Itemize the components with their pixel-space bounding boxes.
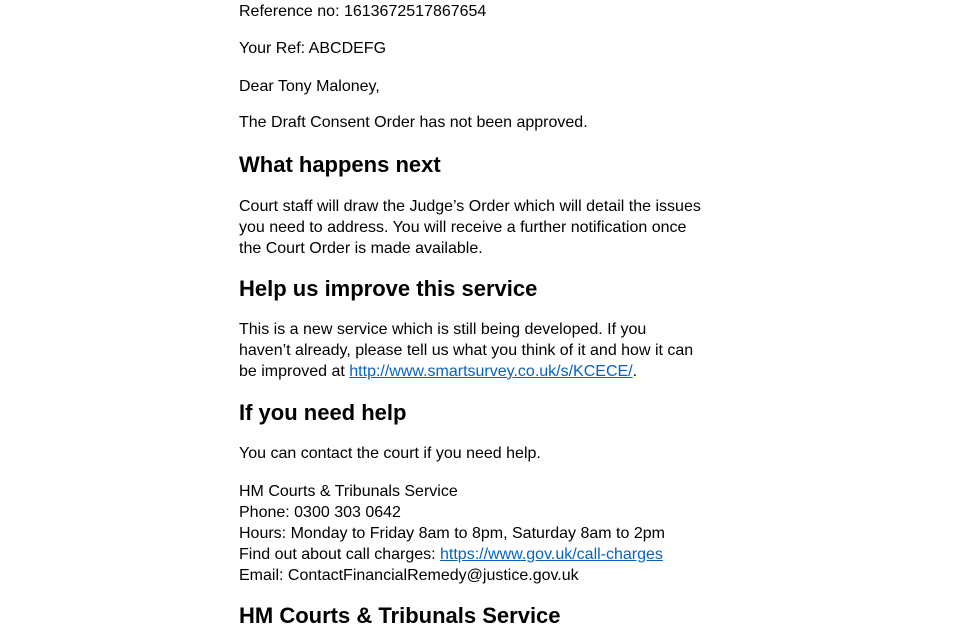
call-charges-prefix: Find out about call charges: xyxy=(239,546,441,563)
what-next-line: you need to address. You will receive a further notification once xyxy=(239,219,687,236)
call-charges-line xyxy=(239,544,665,565)
what-happens-next-text xyxy=(239,196,701,259)
status-message: The Draft Consent Order has not been approved. xyxy=(239,114,588,131)
improve-line3-prefix: be improved at xyxy=(239,363,350,380)
call-charges-link[interactable]: https://www.gov.uk/call-charges xyxy=(440,546,663,563)
what-next-line: Court staff will draw the Judge’s Order which will detail the issues xyxy=(239,198,701,215)
contact-details xyxy=(239,481,665,586)
improve-line: haven’t already, please tell us what you think of it and how it can xyxy=(239,342,694,359)
need-help-intro: You can contact the court if you need help. xyxy=(239,445,541,462)
contact-email: Email: ContactFinancialRemedy@justice.gov.uk xyxy=(239,567,579,584)
improve-line: This is a new service which is still being developed. If you xyxy=(239,321,647,338)
reference-number: Reference no: 1613672517867654 xyxy=(239,3,487,20)
footer-heading: HM Courts & Tribunals Service xyxy=(239,603,561,628)
help-improve-text xyxy=(239,319,693,382)
greeting: Dear Tony Maloney, xyxy=(239,78,380,95)
help-improve-heading: Help us improve this service xyxy=(239,276,538,301)
contact-organisation: HM Courts & Tribunals Service xyxy=(239,483,458,500)
need-help-heading: If you need help xyxy=(239,400,407,425)
survey-link[interactable]: http://www.smartsurvey.co.uk/s/KCECE/ xyxy=(349,363,633,380)
contact-hours: Hours: Monday to Friday 8am to 8pm, Saturday 8am to 2pm xyxy=(239,525,665,542)
what-happens-next-heading: What happens next xyxy=(239,152,441,177)
improve-line-with-link xyxy=(239,361,693,382)
your-reference: Your Ref: ABCDEFG xyxy=(239,40,387,57)
what-next-line: the Court Order is made available. xyxy=(239,240,483,257)
improve-line3-suffix: . xyxy=(632,363,638,380)
contact-phone: Phone: 0300 303 0642 xyxy=(239,504,401,521)
